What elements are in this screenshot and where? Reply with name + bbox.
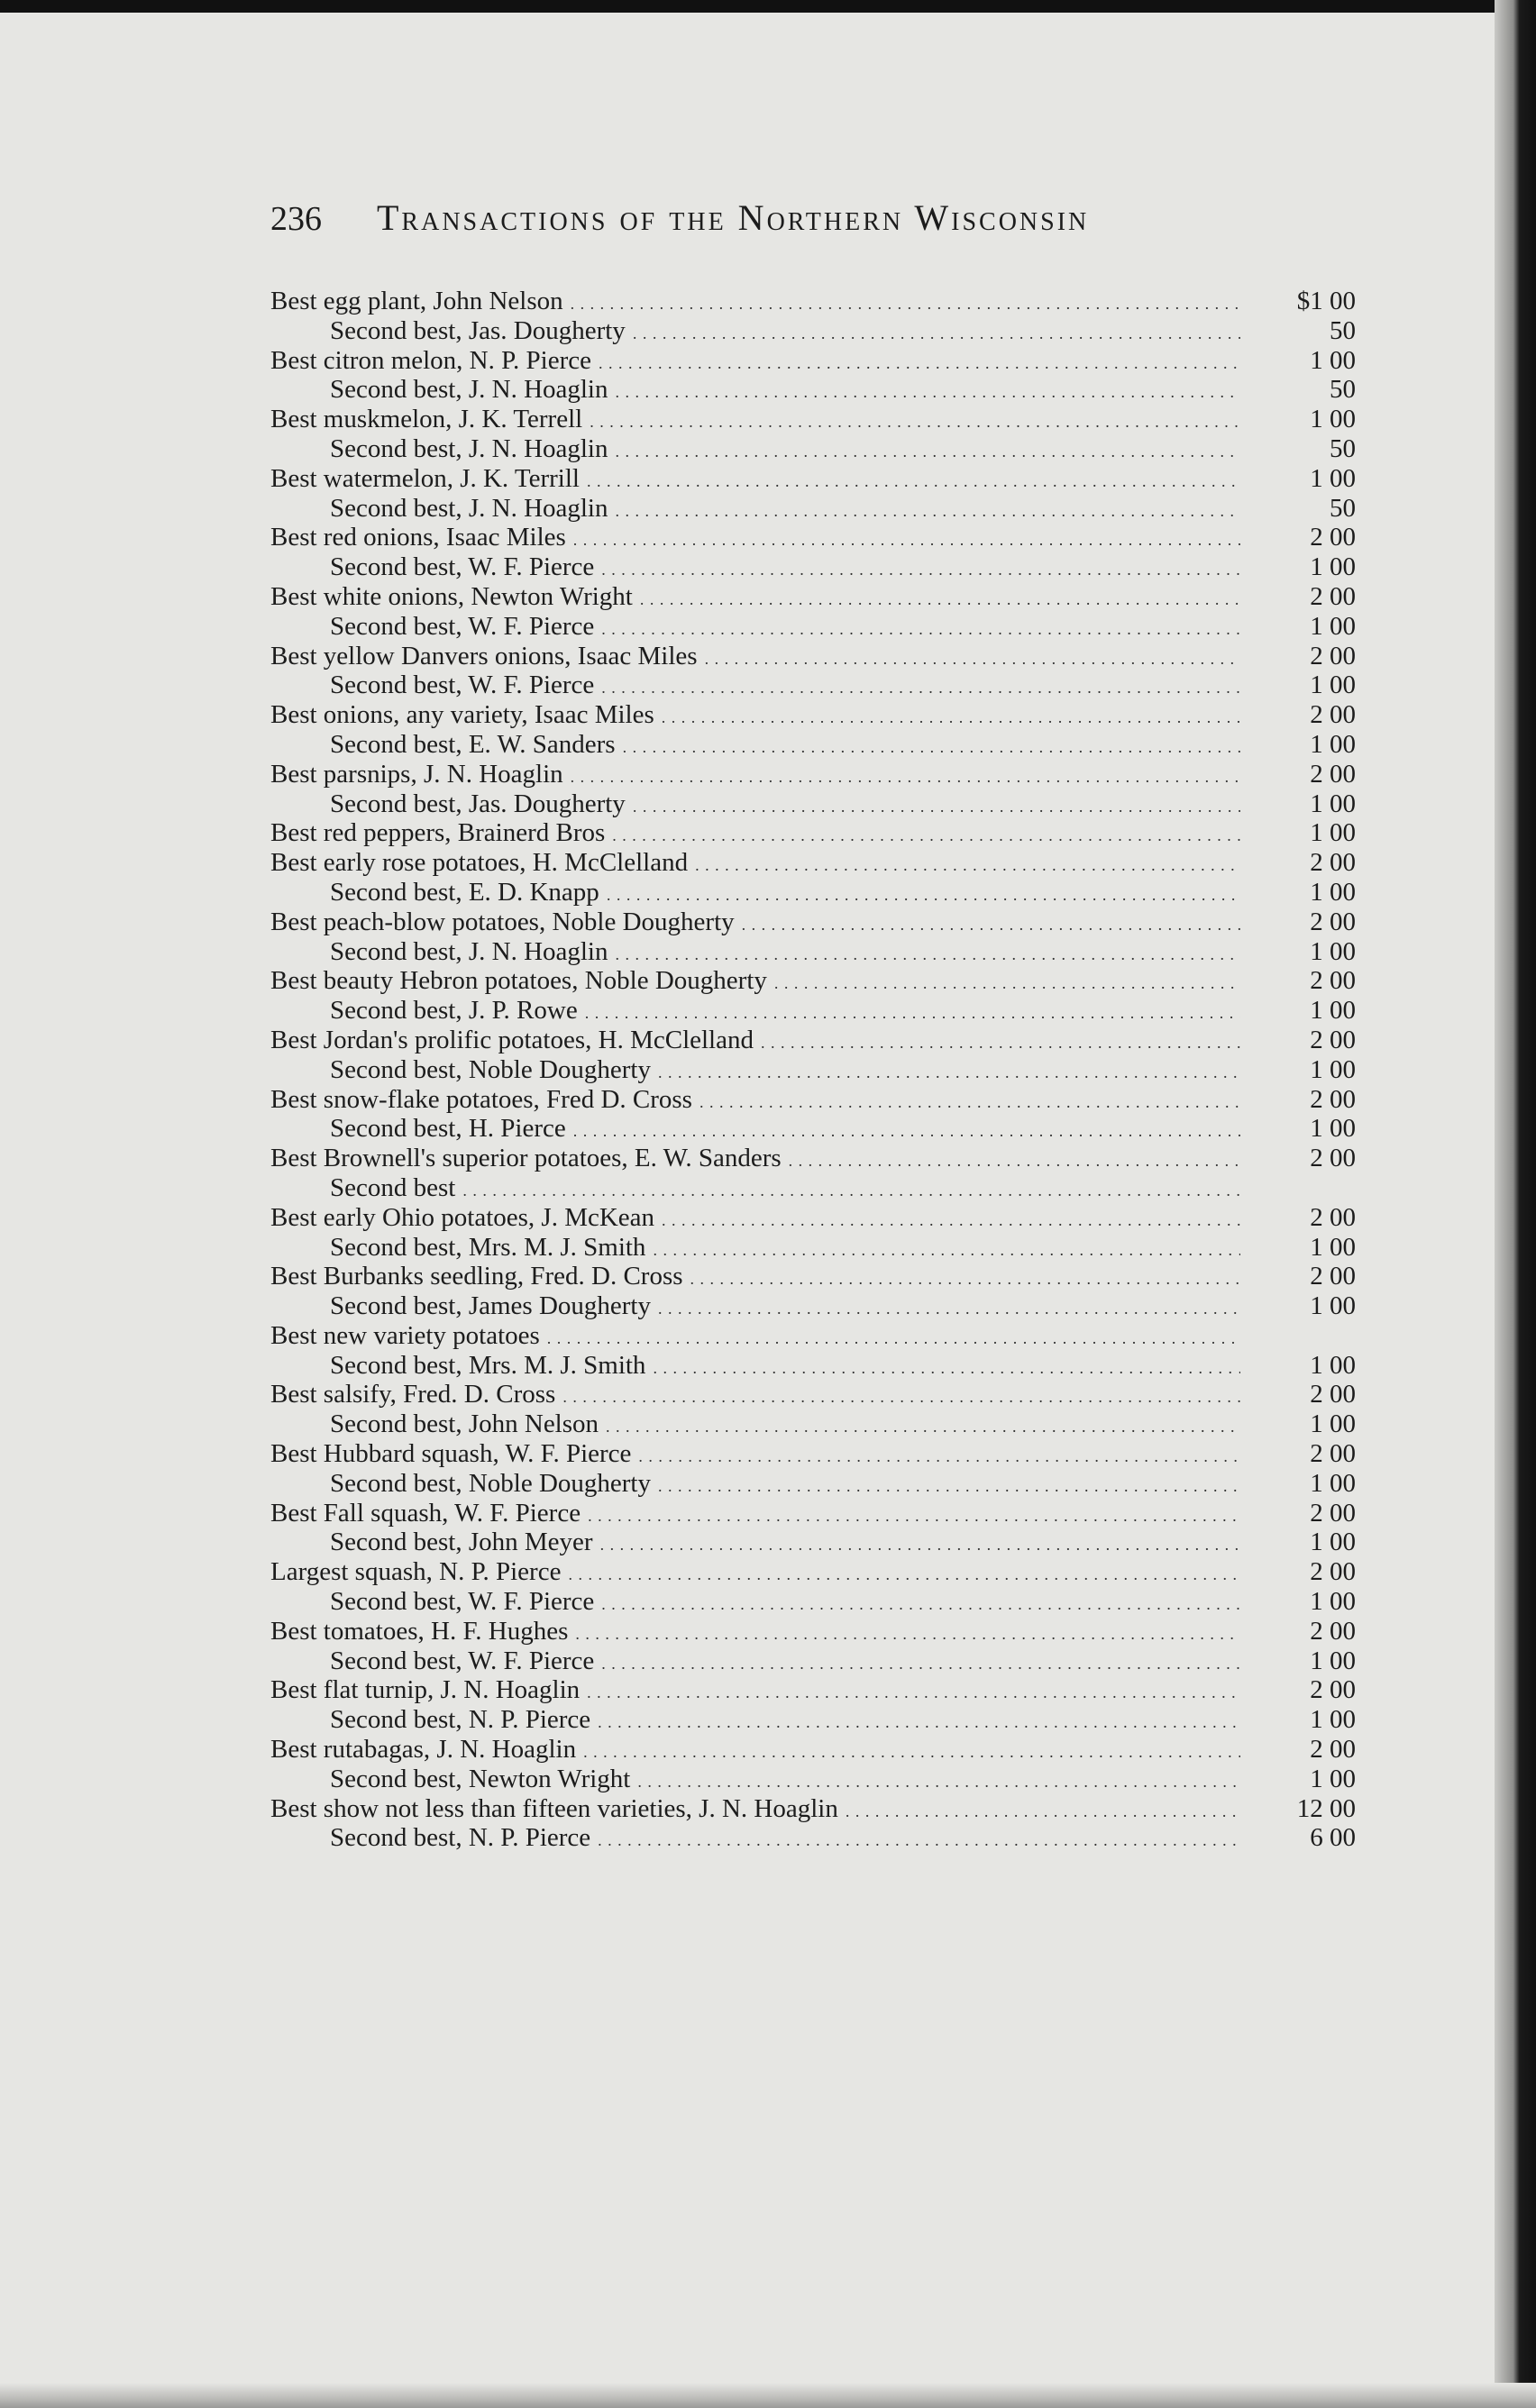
- entry-label: Second best, John Nelson: [330, 1409, 599, 1439]
- entry-amount: 2 00: [1310, 523, 1356, 552]
- list-item: [270, 1735, 1379, 1765]
- entry-label: Best Brownell's superior potatoes, E. W. Sanders: [270, 1144, 782, 1173]
- list-item: [270, 405, 1379, 434]
- entry-label: Best snow-flake potatoes, Fred D. Cross: [270, 1084, 692, 1114]
- entry-amount: 1 00: [1310, 405, 1356, 434]
- dot-leader: [616, 375, 1241, 405]
- list-item: [270, 1587, 1379, 1617]
- list-item: [270, 789, 1379, 819]
- list-item: [270, 1085, 1379, 1115]
- dot-leader: [616, 937, 1241, 967]
- dot-leader: [583, 1735, 1240, 1765]
- dot-leader: [562, 1380, 1240, 1409]
- list-item: [270, 1794, 1379, 1824]
- list-item: [270, 1144, 1379, 1173]
- entry-label: Second best, E. W. Sanders: [330, 729, 616, 759]
- entry-amount: 2 00: [1310, 1025, 1356, 1054]
- entry-label: Best salsify, Fred. D. Cross: [270, 1380, 556, 1409]
- entry-amount: 1 00: [1310, 996, 1356, 1026]
- entry-label: Second best, J. P. Rowe: [330, 996, 578, 1026]
- entry-amount: 1 00: [1310, 345, 1356, 375]
- entry-amount: 2 00: [1310, 1675, 1356, 1705]
- page-header: [270, 196, 1379, 260]
- entry-label: Second best, W. F. Pierce: [330, 1587, 595, 1617]
- dot-leader: [601, 552, 1240, 582]
- list-item: [270, 523, 1379, 552]
- entry-label: Second best, Noble Dougherty: [330, 1054, 651, 1084]
- entry-label: Best early Ohio potatoes, J. McKean: [270, 1202, 655, 1232]
- list-item: [270, 848, 1379, 878]
- entry-amount: 2 00: [1310, 1202, 1356, 1232]
- list-item: [270, 1114, 1379, 1144]
- dot-leader: [662, 700, 1240, 730]
- entry-amount: 1 00: [1310, 789, 1356, 818]
- page-number: 236: [270, 200, 322, 238]
- dot-leader: [705, 642, 1240, 671]
- dot-leader: [846, 1794, 1240, 1824]
- entry-label: Second best, Newton Wright: [330, 1764, 631, 1793]
- list-item: [270, 1705, 1379, 1735]
- dot-leader: [616, 434, 1241, 464]
- entry-amount: 2 00: [1310, 1616, 1356, 1646]
- entry-label: Second best, J. N. Hoaglin: [330, 493, 608, 523]
- dot-leader: [623, 730, 1240, 760]
- dot-leader: [601, 670, 1240, 700]
- entry-label: Second best, J. N. Hoaglin: [330, 433, 608, 463]
- list-item: [270, 1233, 1379, 1263]
- entry-amount: 1 00: [1310, 818, 1356, 848]
- entry-amount: 2 00: [1310, 1557, 1356, 1587]
- entry-amount: 2 00: [1310, 1262, 1356, 1291]
- dot-leader: [568, 1557, 1240, 1587]
- dot-leader: [612, 818, 1240, 848]
- dot-leader: [638, 1439, 1240, 1469]
- dot-leader: [633, 789, 1240, 819]
- entry-amount: 1 00: [1310, 463, 1356, 493]
- entry-amount: $1 00: [1296, 287, 1356, 315]
- list-item: [270, 1675, 1379, 1705]
- list-item: [270, 1291, 1379, 1321]
- list-item: [270, 434, 1379, 464]
- dot-leader: [575, 1617, 1240, 1646]
- list-item: [270, 1351, 1379, 1381]
- entry-label: Second best, H. Pierce: [330, 1114, 566, 1144]
- entry-label: Best new variety potatoes: [270, 1320, 540, 1350]
- scan-right-edge: [1495, 0, 1536, 2408]
- entry-amount: 2 00: [1310, 1439, 1356, 1469]
- list-item: [270, 1055, 1379, 1085]
- dot-leader: [606, 1409, 1240, 1439]
- list-item: [270, 316, 1379, 346]
- entry-amount: 2 00: [1310, 1498, 1356, 1528]
- list-item: [270, 464, 1379, 494]
- dot-leader: [601, 1646, 1240, 1676]
- list-item: [270, 1380, 1379, 1409]
- entry-label: Best parsnips, J. N. Hoaglin: [270, 759, 563, 789]
- list-item: [270, 1439, 1379, 1469]
- dot-leader: [695, 848, 1240, 878]
- entry-label: Second best, J. N. Hoaglin: [330, 936, 608, 966]
- list-item: [270, 1528, 1379, 1557]
- entry-amount: 1 00: [1310, 1646, 1356, 1675]
- entry-amount: 1 00: [1310, 1764, 1356, 1793]
- entry-label: Second best, E. D. Knapp: [330, 877, 599, 907]
- entry-amount: 12 00: [1296, 1793, 1356, 1823]
- scan-bottom-edge: [0, 2383, 1536, 2408]
- entry-label: Best early rose potatoes, H. McClelland: [270, 848, 689, 878]
- dot-leader: [588, 1499, 1240, 1528]
- entry-label: Largest squash, N. P. Pierce: [270, 1557, 562, 1587]
- list-item: [270, 1262, 1379, 1291]
- dot-leader: [587, 464, 1240, 494]
- entry-amount: 1 00: [1310, 1587, 1356, 1617]
- dot-leader: [547, 1321, 1240, 1351]
- list-item: [270, 1646, 1379, 1676]
- entry-amount: 2 00: [1310, 1380, 1356, 1409]
- entry-label: Best peach-blow potatoes, Noble Dougherty: [270, 907, 735, 936]
- dot-leader: [616, 494, 1241, 524]
- entry-amount: 50: [1330, 315, 1356, 345]
- entry-amount: 2 00: [1310, 581, 1356, 611]
- dot-leader: [598, 1823, 1240, 1853]
- entry-amount: 50: [1330, 493, 1356, 523]
- list-item: [270, 1499, 1379, 1528]
- dot-leader: [789, 1144, 1240, 1173]
- list-item: [270, 670, 1379, 700]
- list-item: [270, 760, 1379, 789]
- entry-label: Best beauty Hebron potatoes, Noble Dougherty: [270, 966, 767, 996]
- dot-leader: [599, 346, 1240, 376]
- entry-label: Second best, Jas. Dougherty: [330, 789, 626, 818]
- list-item: [270, 642, 1379, 671]
- entry-label: Second best, N. P. Pierce: [330, 1705, 591, 1735]
- entry-label: Second best, N. P. Pierce: [330, 1823, 591, 1853]
- entry-amount: 2 00: [1310, 966, 1356, 996]
- entry-amount: 2 00: [1310, 1144, 1356, 1173]
- entry-label: Best rutabagas, J. N. Hoaglin: [270, 1735, 577, 1765]
- dot-leader: [774, 966, 1240, 996]
- entry-amount: 2 00: [1310, 848, 1356, 878]
- list-item: [270, 1765, 1379, 1794]
- entry-label: Second best, Jas. Dougherty: [330, 315, 626, 345]
- list-item: [270, 375, 1379, 405]
- dot-leader: [573, 1114, 1240, 1144]
- entry-amount: 50: [1330, 375, 1356, 405]
- dot-leader: [653, 1233, 1240, 1263]
- entry-label: Best Hubbard squash, W. F. Pierce: [270, 1439, 632, 1469]
- dot-leader: [633, 316, 1240, 346]
- list-item: [270, 1409, 1379, 1439]
- entry-amount: 2 00: [1310, 1084, 1356, 1114]
- entry-label: Second best, John Meyer: [330, 1528, 593, 1557]
- entry-amount: 1 00: [1310, 877, 1356, 907]
- entry-label: Best egg plant, John Nelson: [270, 287, 563, 315]
- entry-label: Second best, Noble Dougherty: [330, 1468, 651, 1498]
- dot-leader: [653, 1351, 1240, 1381]
- entry-amount: 1 00: [1310, 1291, 1356, 1321]
- entry-label: Best flat turnip, J. N. Hoaglin: [270, 1675, 581, 1705]
- list-item: [270, 700, 1379, 730]
- dot-leader: [640, 582, 1240, 612]
- list-item: [270, 582, 1379, 612]
- entry-amount: 2 00: [1310, 641, 1356, 670]
- entry-amount: 1 00: [1310, 1114, 1356, 1144]
- list-item: [270, 494, 1379, 524]
- entry-amount: 2 00: [1310, 759, 1356, 789]
- entry-label: Best Jordan's prolific potatoes, H. McClelland: [270, 1025, 754, 1054]
- dot-leader: [571, 287, 1240, 316]
- dot-leader: [590, 405, 1240, 434]
- entry-label: Second best, W. F. Pierce: [330, 1646, 595, 1675]
- entry-label: Best Fall squash, W. F. Pierce: [270, 1498, 581, 1528]
- dot-leader: [587, 1675, 1240, 1705]
- dot-leader: [761, 1026, 1240, 1055]
- entry-amount: 1 00: [1310, 1468, 1356, 1498]
- list-item: [270, 287, 1379, 316]
- entry-amount: 1 00: [1310, 611, 1356, 641]
- list-item: [270, 1173, 1379, 1203]
- entry-label: Best onions, any variety, Isaac Miles: [270, 700, 654, 730]
- entry-amount: 1 00: [1310, 552, 1356, 582]
- dot-leader: [571, 760, 1240, 789]
- list-item: [270, 937, 1379, 967]
- entry-amount: 1 00: [1310, 1528, 1356, 1557]
- list-item: [270, 1026, 1379, 1055]
- dot-leader: [462, 1173, 1240, 1203]
- entry-label: Best red onions, Isaac Miles: [270, 523, 566, 552]
- dot-leader: [585, 996, 1240, 1026]
- entry-label: Best red peppers, Brainerd Bros: [270, 818, 606, 848]
- dot-leader: [607, 878, 1240, 908]
- dot-leader: [600, 1528, 1240, 1557]
- entry-amount: 2 00: [1310, 907, 1356, 936]
- dot-leader: [601, 1587, 1240, 1617]
- entry-label: Second best, W. F. Pierce: [330, 670, 595, 700]
- dot-leader: [573, 523, 1240, 552]
- list-item: [270, 730, 1379, 760]
- entry-amount: 1 00: [1310, 1232, 1356, 1262]
- entry-amount: 2 00: [1310, 700, 1356, 730]
- premium-list: [270, 287, 1379, 1853]
- dot-leader: [742, 908, 1240, 937]
- entry-amount: 50: [1330, 433, 1356, 463]
- list-item: [270, 1469, 1379, 1499]
- dot-leader: [658, 1055, 1240, 1085]
- dot-leader: [699, 1085, 1240, 1115]
- document-page: [270, 196, 1379, 1853]
- list-item: [270, 1203, 1379, 1233]
- entry-label: Second best, James Dougherty: [330, 1291, 651, 1321]
- running-title: Transactions of the Northern Wisconsin: [377, 197, 1090, 238]
- entry-amount: 2 00: [1310, 1735, 1356, 1765]
- list-item: [270, 552, 1379, 582]
- entry-label: Best citron melon, N. P. Pierce: [270, 345, 592, 375]
- entry-label: Best show not less than fifteen varieties, J. N. Hoaglin: [270, 1793, 838, 1823]
- list-item: [270, 346, 1379, 376]
- dot-leader: [601, 612, 1240, 642]
- entry-label: Second best, Mrs. M. J. Smith: [330, 1350, 646, 1380]
- dot-leader: [658, 1469, 1240, 1499]
- list-item: [270, 1557, 1379, 1587]
- entry-label: Second best: [330, 1172, 456, 1202]
- dot-leader: [690, 1262, 1240, 1291]
- entry-amount: 1 00: [1310, 1705, 1356, 1735]
- entry-label: Best tomatoes, H. F. Hughes: [270, 1616, 569, 1646]
- entry-amount: 1 00: [1310, 729, 1356, 759]
- list-item: [270, 818, 1379, 848]
- entry-amount: 1 00: [1310, 1054, 1356, 1084]
- list-item: [270, 1321, 1379, 1351]
- list-item: [270, 1617, 1379, 1646]
- entry-label: Best white onions, Newton Wright: [270, 581, 633, 611]
- dot-leader: [658, 1291, 1240, 1321]
- entry-amount: 1 00: [1310, 936, 1356, 966]
- entry-label: Second best, Mrs. M. J. Smith: [330, 1232, 646, 1262]
- dot-leader: [662, 1203, 1240, 1233]
- list-item: [270, 1823, 1379, 1853]
- entry-label: Best muskmelon, J. K. Terrell: [270, 405, 583, 434]
- entry-label: Second best, J. N. Hoaglin: [330, 375, 608, 405]
- dot-leader: [598, 1705, 1240, 1735]
- dot-leader: [637, 1765, 1240, 1794]
- entry-amount: 1 00: [1310, 1350, 1356, 1380]
- entry-label: Best Burbanks seedling, Fred. D. Cross: [270, 1262, 683, 1291]
- list-item: [270, 908, 1379, 937]
- list-item: [270, 966, 1379, 996]
- entry-label: Second best, W. F. Pierce: [330, 552, 595, 582]
- entry-label: Best yellow Danvers onions, Isaac Miles: [270, 641, 698, 670]
- list-item: [270, 612, 1379, 642]
- scan-top-edge: [0, 0, 1536, 13]
- entry-amount: 1 00: [1310, 1409, 1356, 1439]
- entry-label: Best watermelon, J. K. Terrill: [270, 463, 580, 493]
- entry-amount: 1 00: [1310, 670, 1356, 700]
- list-item: [270, 878, 1379, 908]
- entry-label: Second best, W. F. Pierce: [330, 611, 595, 641]
- entry-amount: 6 00: [1310, 1823, 1356, 1853]
- list-item: [270, 996, 1379, 1026]
